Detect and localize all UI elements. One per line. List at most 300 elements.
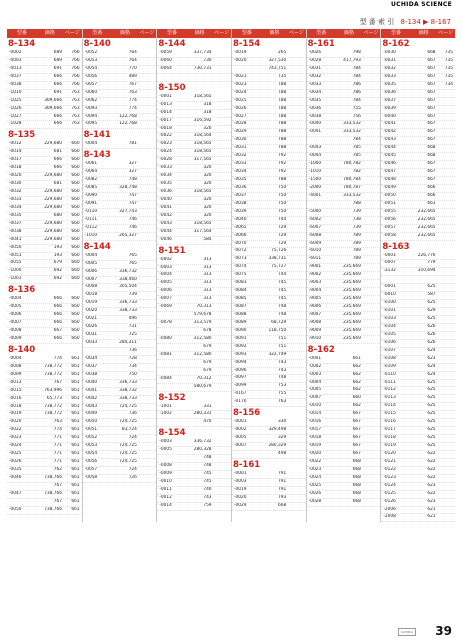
price-value: 788	[278, 97, 287, 103]
page-ref: 661	[71, 395, 80, 401]
page-ref: 660	[71, 212, 80, 218]
page-ref	[212, 74, 231, 81]
model-number: -1500	[308, 177, 322, 182]
model-number: -0118	[383, 435, 396, 441]
page-ref	[361, 364, 380, 371]
model-number: -0034	[308, 89, 322, 95]
index-row	[232, 121, 306, 129]
page-ref	[361, 387, 380, 394]
model-number: -0046	[383, 161, 396, 167]
price-value: 229,680	[44, 196, 62, 202]
model-number: -0019	[233, 486, 247, 492]
header-model: 型番	[92, 30, 103, 36]
page-ref	[212, 181, 231, 188]
price-value: 622	[427, 458, 436, 464]
page-ref	[436, 137, 455, 144]
price-value: 496	[128, 316, 137, 322]
model-number: -0124	[383, 482, 396, 488]
index-row	[7, 197, 82, 205]
price-value: 312,580	[193, 335, 212, 341]
model-number: -0031	[383, 57, 396, 63]
index-row	[83, 277, 157, 285]
model-number: -0065	[233, 224, 247, 230]
page-ref	[286, 383, 305, 390]
page-ref	[286, 106, 305, 113]
page-ref	[436, 292, 455, 299]
price-value: 767	[53, 379, 62, 385]
index-row	[83, 324, 157, 332]
model-number: -0043	[159, 220, 172, 226]
index-row	[7, 221, 82, 229]
page-ref	[137, 114, 156, 121]
model-number: -0018	[308, 435, 322, 441]
price-value: 226,776	[417, 252, 436, 258]
price-value: 738,772	[44, 371, 62, 377]
page-ref	[436, 395, 455, 402]
price-value: 629	[427, 308, 436, 314]
page-ref	[361, 209, 380, 216]
page-ref	[137, 364, 156, 371]
index-row	[83, 114, 157, 122]
price-value: 666	[53, 165, 62, 171]
page-ref	[137, 261, 156, 268]
page-ref	[286, 272, 305, 279]
model-number: -0042	[383, 129, 396, 135]
page-ref	[286, 66, 305, 73]
index-row	[307, 153, 381, 161]
page-ref: 661	[71, 506, 80, 512]
price-value: 229,680	[44, 189, 62, 194]
model-number: -0034	[84, 355, 98, 361]
model-number	[7, 499, 37, 506]
model-number: -0033	[9, 196, 22, 202]
price-value: 312,580	[193, 351, 212, 357]
page-ref	[137, 348, 156, 355]
index-row	[157, 265, 231, 273]
model-number: -0041	[308, 129, 322, 135]
page-ref: 660	[71, 312, 80, 318]
model-number: -0083	[233, 280, 247, 286]
index-row	[83, 141, 157, 149]
page-ref	[137, 459, 156, 466]
price-value: 667	[427, 161, 436, 167]
index-row	[7, 475, 82, 483]
page-ref: 660	[71, 244, 80, 250]
model-number: -0025	[233, 97, 247, 103]
index-row	[7, 356, 82, 364]
page-ref	[436, 276, 455, 283]
price-value: 666	[53, 73, 62, 79]
price-value: 748	[278, 375, 287, 381]
index-row	[381, 253, 455, 261]
price-value: 784	[352, 65, 361, 71]
price-value: 689	[53, 57, 62, 63]
model-number: -0013	[9, 379, 22, 385]
price-value: 771	[53, 435, 62, 441]
header-price: 価格	[194, 30, 205, 36]
model-number: -9010	[308, 335, 322, 341]
model-number: -0112	[383, 387, 396, 393]
index-row	[83, 475, 157, 483]
model-number	[157, 360, 187, 367]
price-value: 623	[427, 498, 436, 504]
index-row	[232, 471, 306, 479]
column-header	[381, 29, 455, 38]
price-value: 667	[352, 435, 361, 441]
price-value: 726	[128, 474, 137, 480]
price-value: 724,725	[119, 459, 137, 465]
page-ref	[361, 336, 380, 343]
index-row	[7, 149, 82, 157]
model-number: -0085	[233, 296, 247, 302]
index-row	[232, 419, 306, 427]
index-row	[157, 133, 231, 141]
model-number	[83, 348, 113, 355]
price-value: 725	[128, 332, 137, 338]
index-row	[381, 153, 455, 161]
page-ref	[436, 145, 455, 152]
index-row	[307, 248, 381, 256]
price-value: 623	[427, 355, 436, 361]
price-value: 622	[427, 466, 436, 472]
index-row	[381, 201, 455, 209]
index-row	[83, 261, 157, 269]
index-row	[7, 336, 82, 344]
price-value: 327,530	[268, 57, 287, 63]
page-ref	[212, 280, 231, 287]
price-value: 470	[203, 419, 212, 425]
page-ref	[286, 399, 305, 406]
page-ref	[212, 237, 231, 244]
page-ref	[436, 284, 455, 291]
model-number: -0037	[84, 363, 98, 369]
page-ref	[137, 308, 156, 315]
price-value: 743,751	[268, 65, 287, 71]
page-ref	[361, 66, 380, 73]
page-ref	[286, 185, 305, 192]
page-ref	[361, 372, 380, 379]
model-number: -9004	[308, 288, 322, 294]
page-ref	[361, 395, 380, 402]
price-value: 229,680	[44, 141, 62, 147]
index-row	[7, 388, 82, 396]
header-page: ページ	[288, 30, 304, 36]
page-ref: 661	[71, 474, 80, 480]
page-ref	[361, 328, 380, 335]
page-ref: 661	[71, 451, 80, 457]
model-number: -0110	[84, 208, 98, 214]
index-row	[83, 364, 157, 372]
model-number	[157, 344, 187, 351]
index-row	[307, 356, 381, 364]
page-ref	[212, 157, 231, 164]
model-number: -1000	[9, 268, 22, 274]
page-ref	[137, 419, 156, 426]
price-value: 666	[53, 296, 62, 302]
price-value	[411, 276, 435, 283]
model-number	[307, 201, 337, 208]
page-ref	[361, 411, 380, 418]
model-number: -0089	[233, 319, 247, 325]
model-number: -0093	[84, 105, 98, 111]
page-ref	[361, 114, 380, 121]
model-number: -0087	[233, 304, 247, 309]
model-number: -1001	[159, 403, 172, 409]
model-number: -1028	[9, 121, 22, 127]
index-row	[232, 451, 306, 459]
index-row	[307, 364, 381, 372]
model-number: -0027	[233, 113, 247, 119]
price-value: 320	[203, 212, 212, 218]
page-ref	[137, 141, 156, 148]
index-row	[307, 145, 381, 153]
model-number: -0040	[233, 216, 247, 222]
index-row	[232, 304, 306, 312]
model-number	[157, 74, 187, 81]
page-ref	[436, 427, 455, 434]
price-value: 83,724	[121, 427, 137, 433]
price-value: 724	[128, 435, 137, 441]
page-ref	[212, 272, 231, 279]
index-row	[157, 189, 231, 197]
model-number: -0066	[233, 232, 247, 238]
price-value: 313	[203, 296, 212, 302]
page-ref	[361, 137, 380, 144]
price-value: 746	[128, 224, 137, 230]
page-ref	[361, 185, 380, 192]
model-number: -0026	[233, 105, 247, 111]
model-number: -0004	[84, 252, 98, 258]
index-row	[307, 129, 381, 137]
page-ref	[137, 332, 156, 339]
model-number: -0119	[383, 443, 396, 448]
price-value: 745	[278, 296, 287, 302]
model-number: -0049	[84, 411, 98, 417]
index-row	[83, 225, 157, 233]
model-number: -0099	[233, 383, 247, 389]
index-row	[83, 284, 157, 292]
price-value: 667	[352, 450, 361, 456]
model-number: -9007	[308, 311, 322, 317]
page-ref	[286, 288, 305, 295]
price-value: 322,749	[268, 351, 287, 357]
index-row	[307, 328, 381, 336]
model-number: -0072	[233, 248, 247, 254]
model-number: -0115	[383, 411, 396, 417]
column-header	[157, 29, 231, 38]
model-number: -0051	[84, 427, 98, 433]
model-number: -0034	[159, 173, 172, 179]
column-header	[7, 29, 82, 38]
model-number: -0024	[159, 149, 172, 155]
model-number: -0055	[383, 208, 396, 214]
price-value: 751	[278, 335, 287, 341]
page-ref: 661	[71, 363, 80, 369]
index-row	[307, 475, 381, 483]
index-row	[381, 114, 455, 122]
model-number: -0114	[383, 403, 396, 409]
index-row	[307, 288, 381, 296]
index-row	[157, 336, 231, 344]
index-row	[83, 82, 157, 90]
model-number: -0064	[84, 169, 98, 175]
index-column	[156, 29, 231, 522]
price-value: 762	[53, 467, 62, 472]
page-ref	[436, 300, 455, 307]
model-number: -0060	[159, 57, 172, 63]
index-row	[157, 118, 231, 126]
model-number: -0034	[233, 169, 247, 175]
index-row	[307, 499, 381, 507]
index-row	[7, 189, 82, 197]
model-number: -0034	[9, 204, 22, 210]
page-ref	[436, 233, 455, 240]
index-column	[7, 29, 82, 522]
page-ref: 660	[71, 320, 80, 326]
price-value: 667	[427, 121, 436, 127]
model-number: -0088	[233, 311, 247, 317]
page-ref	[137, 427, 156, 434]
index-row	[307, 58, 381, 66]
price-value: 338,733	[119, 395, 137, 401]
index-row	[381, 387, 455, 395]
price-value: 320	[203, 125, 212, 131]
index-row	[7, 304, 82, 312]
price-value: 327	[128, 161, 137, 167]
price-value: 745	[278, 280, 287, 286]
price-value: 691	[53, 89, 62, 95]
price-value: 327,743	[119, 208, 137, 214]
model-number: -0043	[308, 145, 322, 151]
header-price: 価格	[344, 30, 355, 36]
model-number: -0069	[159, 304, 172, 310]
index-row	[307, 467, 381, 475]
page-ref	[436, 253, 455, 260]
index-row	[7, 380, 82, 388]
page-ref	[137, 169, 156, 176]
index-row	[157, 312, 231, 320]
group-heading: 8-156	[232, 408, 261, 419]
index-row	[232, 296, 306, 304]
model-number: -0117	[383, 427, 396, 433]
page-ref	[436, 193, 455, 200]
page-ref	[436, 90, 455, 97]
price-value: 666	[53, 121, 62, 127]
model-number: -0094	[233, 359, 247, 365]
price-value: 759	[203, 502, 212, 508]
model-number: -0055	[9, 260, 22, 266]
model-number: -9003	[308, 280, 322, 286]
model-number: -0037	[9, 220, 22, 226]
model-number: -0108	[383, 355, 396, 361]
index-row	[7, 467, 82, 475]
model-number: -0002	[233, 427, 247, 433]
model-number: -1026	[9, 105, 22, 111]
page-ref: 734	[444, 81, 453, 87]
index-row	[307, 336, 381, 344]
page-ref	[137, 50, 156, 57]
page-ref	[137, 121, 156, 128]
index-row	[307, 312, 381, 320]
page-ref	[286, 471, 305, 478]
model-number: -0035	[9, 467, 22, 472]
page-ref	[137, 300, 156, 307]
page-ref	[286, 121, 305, 128]
page-ref: 735	[444, 65, 453, 71]
index-row	[381, 137, 455, 145]
model-number: -0004	[9, 296, 22, 302]
group-heading: 8-143	[83, 150, 111, 161]
price-value: 667	[427, 73, 436, 79]
index-row	[7, 451, 82, 459]
page-ref	[286, 280, 305, 287]
model-number: -0016	[308, 419, 322, 425]
page-ref	[286, 264, 305, 271]
index-row	[232, 58, 306, 66]
index-row	[157, 376, 231, 384]
price-value: 745	[203, 471, 212, 477]
page-ref	[212, 495, 231, 502]
index-row	[307, 225, 381, 233]
index-row	[232, 443, 306, 451]
page-ref	[212, 50, 231, 57]
index-row	[7, 98, 82, 106]
price-value: 770	[128, 65, 137, 71]
index-row	[157, 272, 231, 280]
page-ref	[137, 443, 156, 450]
index-row	[157, 479, 231, 487]
page-ref	[212, 149, 231, 156]
model-number: -5000	[308, 208, 322, 214]
index-row	[7, 459, 82, 467]
page-ref	[137, 193, 156, 200]
price-value: 666	[53, 113, 62, 119]
index-row	[232, 344, 306, 352]
page-ref	[212, 94, 231, 101]
page-ref	[436, 98, 455, 105]
price-value: 235,669	[343, 288, 361, 294]
index-row	[381, 121, 455, 129]
index-row	[232, 360, 306, 368]
index-row	[7, 507, 82, 515]
index-row	[381, 348, 455, 356]
page-ref	[286, 352, 305, 359]
page-ref: 660	[71, 296, 80, 302]
page-ref	[361, 380, 380, 387]
price-value: 667	[427, 89, 436, 95]
index-row	[157, 165, 231, 173]
page-ref	[286, 241, 305, 248]
index-row	[157, 455, 231, 463]
model-number: -0025	[308, 482, 322, 488]
page-ref	[212, 126, 231, 133]
index-range: 8-134 ▶ 8-167	[400, 18, 451, 26]
price-value: 748	[278, 311, 287, 317]
index-row	[232, 98, 306, 106]
model-number: -0050	[84, 419, 98, 425]
price-value: 232,665	[417, 232, 436, 238]
model-number: -0023	[9, 435, 22, 441]
page-ref: 660	[71, 260, 80, 266]
index-row	[157, 237, 231, 245]
price-value: 738,772	[44, 411, 62, 417]
page-ref	[436, 316, 455, 323]
model-number: -0017	[159, 117, 172, 123]
index-row	[157, 205, 231, 213]
index-row	[381, 308, 455, 316]
model-number: -0010	[383, 292, 396, 298]
model-number: -0005	[159, 447, 172, 453]
